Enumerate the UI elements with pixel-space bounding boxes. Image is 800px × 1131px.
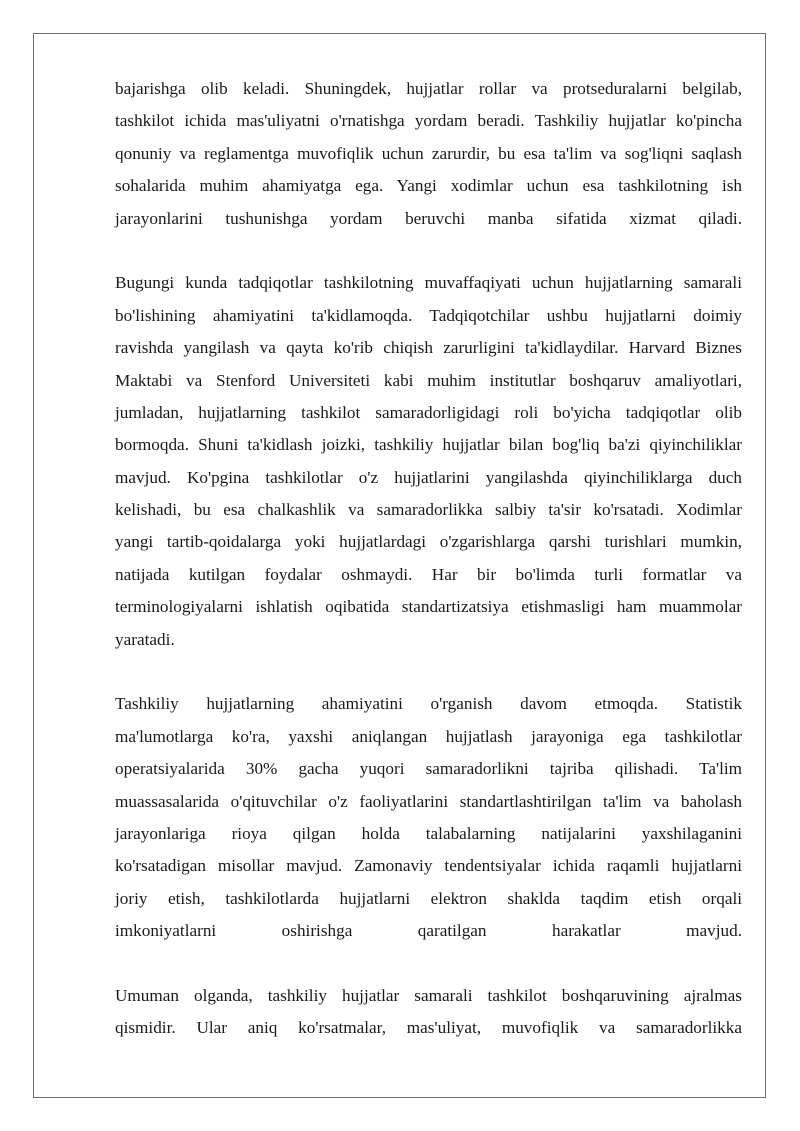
text-line: Tashkiliy hujjatlarning ahamiyatini o'rganish davom etmoqda. Statistik bbox=[115, 694, 742, 714]
text-line: muassasalarida o'qituvchilar o'z faoliyatlarini standartlashtirilgan ta'lim va baholash bbox=[115, 791, 742, 811]
paragraph bbox=[115, 73, 742, 235]
paragraph-gap bbox=[115, 948, 742, 980]
paragraph bbox=[115, 688, 742, 947]
paragraph bbox=[115, 980, 742, 1045]
text-line: sohalarida muhim ahamiyatga ega. Yangi xodimlar uchun esa tashkilotning ish bbox=[115, 176, 742, 196]
text-line: jarayonlarini tushunishga yordam beruvchi manba sifatida xizmat qiladi. bbox=[115, 208, 742, 228]
text-line: kelishadi, bu esa chalkashlik va samaradorlikka salbiy ta'sir ko'rsatadi. Xodimlar bbox=[115, 500, 742, 520]
text-line: natijada kutilgan foydalar oshmaydi. Har bir bo'limda turli formatlar va bbox=[115, 564, 742, 584]
document-body bbox=[115, 73, 742, 1045]
text-line: ma'lumotlarga ko'ra, yaxshi aniqlangan hujjatlash jarayoniga ega tashkilotlar bbox=[115, 726, 742, 746]
paragraph-gap bbox=[115, 656, 742, 688]
text-line: joriy etish, tashkilotlarda hujjatlarni elektron shaklda taqdim etish orqali bbox=[115, 888, 742, 908]
paragraph-gap bbox=[115, 235, 742, 267]
text-line: imkoniyatlarni oshirishga qaratilgan harakatlar mavjud. bbox=[115, 921, 742, 941]
text-line: tashkilot ichida mas'uliyatni o'rnatishga yordam beradi. Tashkiliy hujjatlar ko'pincha bbox=[115, 111, 742, 131]
text-line: ravishda yangilash va qayta ko'rib chiqish zarurligini ta'kidlaydilar. Harvard Biznes bbox=[115, 338, 742, 358]
text-line: jumladan, hujjatlarning tashkilot samaradorligidagi roli bo'yicha tadqiqotlar olib bbox=[115, 402, 742, 422]
paragraph bbox=[115, 267, 742, 656]
text-line: bo'lishining ahamiyatini ta'kidlamoqda. Tadqiqotchilar ushbu hujjatlarni doimiy bbox=[115, 305, 742, 325]
text-line: Umuman olganda, tashkiliy hujjatlar samarali tashkilot boshqaruvining ajralmas bbox=[115, 985, 742, 1005]
text-line: operatsiyalarida 30% gacha yuqori samaradorlikni tajriba qilishadi. Ta'lim bbox=[115, 759, 742, 779]
text-line: jarayonlariga rioya qilgan holda talabalarning natijalarini yaxshilaganini bbox=[115, 823, 742, 843]
text-line: terminologiyalarni ishlatish oqibatida standartizatsiya etishmasligi ham muammolar bbox=[115, 597, 742, 617]
text-line: bormoqda. Shuni ta'kidlash joizki, tashkiliy hujjatlar bilan bog'liq ba'zi qiyinchiliklar bbox=[115, 435, 742, 455]
text-line: ko'rsatadigan misollar mavjud. Zamonaviy tendentsiyalar ichida raqamli hujjatlarni bbox=[115, 856, 742, 876]
text-line: bajarishga olib keladi. Shuningdek, hujjatlar rollar va protseduralarni belgilab, bbox=[115, 79, 742, 98]
text-line: yangi tartib-qoidalarga yoki hujjatlardagi o'zgarishlarga qarshi turishlari mumkin, bbox=[115, 532, 742, 552]
text-line: Maktabi va Stenford Universiteti kabi muhim institutlar boshqaruv amaliyotlari, bbox=[115, 370, 742, 390]
text-line: qismidir. Ular aniq ko'rsatmalar, mas'uliyat, muvofiqlik va samaradorlikka bbox=[115, 1018, 742, 1038]
text-line: qonuniy va reglamentga muvofiqlik uchun zarurdir, bu esa ta'lim va sog'liqni saqlash bbox=[115, 143, 742, 163]
text-line: mavjud. Ko'pgina tashkilotlar o'z hujjatlarini yangilashda qiyinchiliklarga duch bbox=[115, 467, 742, 487]
text-line: Bugungi kunda tadqiqotlar tashkilotning muvaffaqiyati uchun hujjatlarning samarali bbox=[115, 273, 742, 293]
text-line: yaratadi. bbox=[115, 629, 175, 649]
